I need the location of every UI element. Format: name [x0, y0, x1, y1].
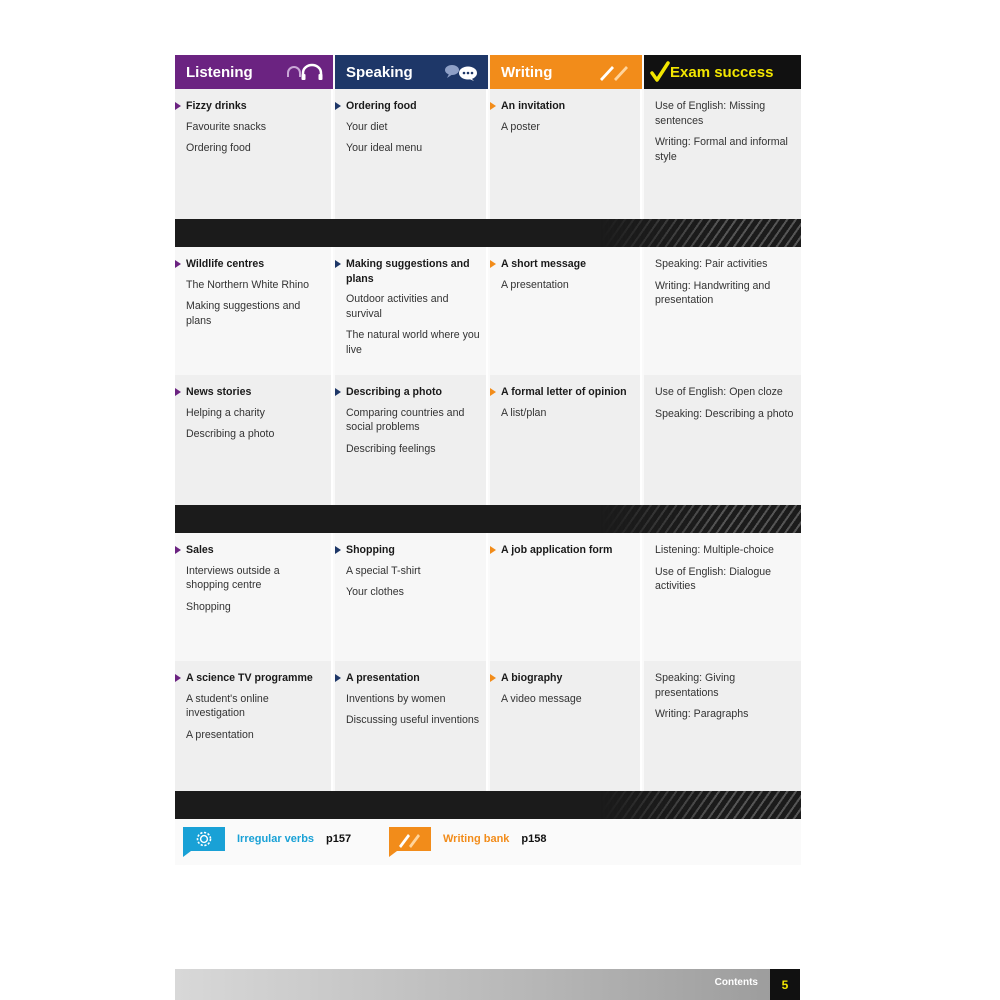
- listening-item: Helping a charity: [186, 406, 265, 419]
- writing-header: [490, 55, 642, 89]
- listening-title: Listening: [186, 63, 253, 81]
- speaking-item: Inventions by women: [346, 692, 446, 705]
- exam-item: Use of English: Open cloze: [655, 386, 783, 398]
- speaking-cell: [335, 89, 488, 219]
- listening-cell: [175, 661, 333, 791]
- speaking-topic[interactable]: Shopping: [335, 543, 480, 558]
- writing-item: A poster: [501, 120, 540, 133]
- exam-item: Use of English: Missing sentences: [655, 100, 766, 127]
- irregular-verbs-label: Irregular verbs: [237, 833, 315, 845]
- writing-bank-page: p158: [521, 833, 547, 845]
- exam-item: Writing: Paragraphs: [655, 708, 749, 720]
- speaking-header: [335, 55, 488, 89]
- section-divider: [175, 219, 801, 247]
- exam-item: Speaking: Pair activities: [655, 258, 768, 270]
- speaking-title: Speaking: [346, 63, 413, 81]
- irregular-verbs-page: p157: [326, 833, 352, 845]
- exam-cell: [644, 89, 801, 219]
- listening-topic[interactable]: Wildlife centres: [175, 257, 325, 272]
- speaking-item: Discussing useful inventions: [346, 714, 480, 726]
- exam-item: Writing: Formal and informal style: [655, 136, 788, 163]
- speaking-item: Describing feelings: [346, 442, 436, 455]
- contents-table: [175, 55, 801, 865]
- exam-cell: [644, 375, 801, 505]
- gear-icon: [194, 829, 214, 849]
- exam-success-header: [644, 55, 801, 89]
- listening-item: Shopping: [186, 600, 231, 613]
- writing-cell: [490, 375, 642, 505]
- writing-item: A video message: [501, 692, 582, 705]
- pencil-icon: [397, 830, 423, 848]
- irregular-verbs-link[interactable]: [183, 827, 351, 851]
- page-number: 5: [770, 969, 800, 1000]
- writing-item: A list/plan: [501, 406, 547, 419]
- writing-title: Writing: [501, 63, 553, 81]
- listening-item: Making suggestions and plans: [186, 300, 301, 327]
- footer-title: Contents: [714, 977, 758, 988]
- unit-row: [175, 89, 801, 219]
- unit-row: [175, 375, 801, 505]
- listening-item: A presentation: [186, 728, 254, 741]
- pencil-icon: [594, 63, 634, 81]
- section-divider: [175, 791, 801, 819]
- speaking-cell: [335, 533, 488, 661]
- exam-item: Listening: Multiple-choice: [655, 544, 774, 556]
- writing-item: A presentation: [501, 278, 569, 291]
- headphones-icon: [285, 63, 325, 81]
- listening-item: A student's online investigation: [186, 692, 269, 719]
- speech-bubbles-icon: [440, 63, 480, 81]
- unit-row: [175, 533, 801, 661]
- listening-topic[interactable]: Sales: [175, 543, 325, 558]
- writing-cell: [490, 661, 642, 791]
- listening-cell: [175, 89, 333, 219]
- speaking-item: Your diet: [346, 120, 388, 133]
- listening-item: Ordering food: [186, 142, 251, 154]
- speaking-item: The natural world where you live: [346, 329, 480, 356]
- exam-item: Use of English: Dialogue activities: [655, 565, 772, 592]
- listening-item: Interviews outside a shopping centre: [186, 564, 280, 591]
- speaking-cell: [335, 375, 488, 505]
- speaking-topic[interactable]: Ordering food: [335, 99, 480, 114]
- exam-cell: [644, 533, 801, 661]
- exam-item: Speaking: Describing a photo: [655, 407, 794, 420]
- page-footer: [175, 969, 800, 1000]
- listening-topic[interactable]: Fizzy drinks: [175, 99, 325, 114]
- speaking-cell: [335, 661, 488, 791]
- speaking-topic[interactable]: A presentation: [335, 671, 480, 686]
- writing-bank-link[interactable]: [389, 827, 547, 851]
- writing-topic[interactable]: A job application form: [490, 543, 634, 558]
- listening-item: Describing a photo: [186, 428, 275, 440]
- exam-cell: [644, 661, 801, 791]
- listening-cell: [175, 247, 333, 375]
- irregular-verbs-badge: [183, 827, 225, 851]
- writing-bank-badge: [389, 827, 431, 851]
- exam-item: Writing: Handwriting and presentation: [655, 279, 771, 306]
- writing-topic[interactable]: A short message: [490, 257, 634, 272]
- listening-cell: [175, 533, 333, 661]
- writing-cell: [490, 247, 642, 375]
- writing-cell: [490, 89, 642, 219]
- exam-item: Speaking: Giving presentations: [655, 672, 736, 699]
- listening-item: Favourite snacks: [186, 120, 267, 133]
- speaking-cell: [335, 247, 488, 375]
- listening-header: [175, 55, 333, 89]
- listening-topic[interactable]: A science TV programme: [175, 671, 325, 686]
- exam-success-title: Exam success: [670, 63, 774, 81]
- speaking-item: A special T-shirt: [346, 564, 421, 577]
- unit-row: [175, 661, 801, 791]
- listening-topic[interactable]: News stories: [175, 385, 325, 400]
- speaking-item: Comparing countries and social problems: [346, 406, 465, 433]
- writing-topic[interactable]: An invitation: [490, 99, 634, 114]
- listening-item: The Northern White Rhino: [186, 278, 310, 291]
- section-divider: [175, 505, 801, 533]
- speaking-item: Your clothes: [346, 586, 404, 598]
- speaking-topic[interactable]: Making suggestions and plans: [335, 257, 480, 286]
- checkmark-icon: [650, 61, 670, 83]
- writing-cell: [490, 533, 642, 661]
- speaking-item: Outdoor activities and survival: [346, 293, 449, 320]
- unit-row: [175, 247, 801, 375]
- exam-cell: [644, 247, 801, 375]
- listening-cell: [175, 375, 333, 505]
- speaking-item: Your ideal menu: [346, 142, 423, 154]
- writing-topic[interactable]: A biography: [490, 671, 634, 686]
- speaking-topic[interactable]: Describing a photo: [335, 385, 480, 400]
- writing-bank-label: Writing bank: [443, 833, 510, 845]
- writing-topic[interactable]: A formal letter of opinion: [490, 385, 634, 400]
